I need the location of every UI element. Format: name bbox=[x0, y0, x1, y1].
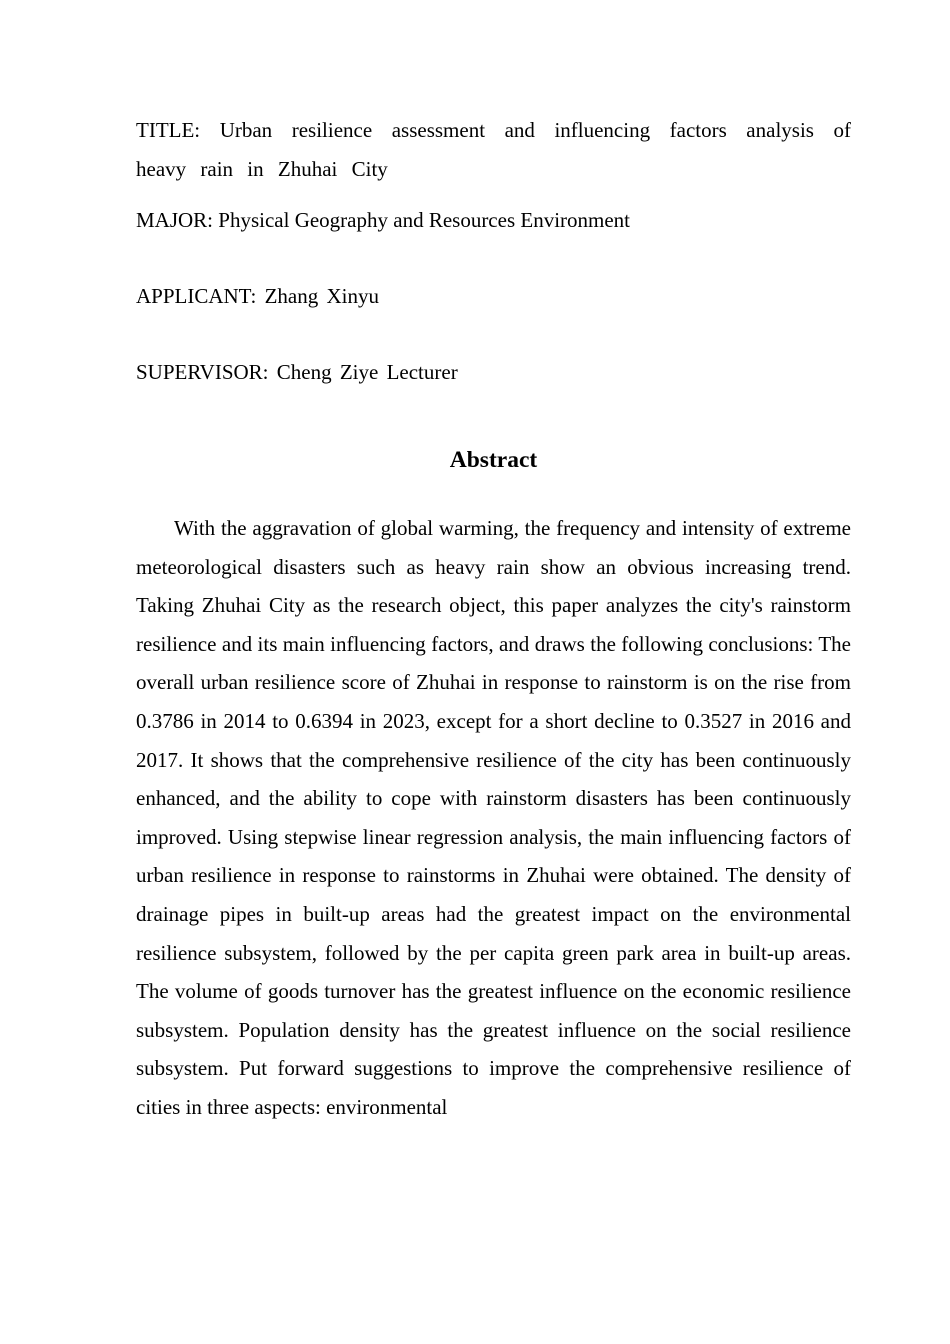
major-line bbox=[136, 201, 851, 240]
supervisor-line bbox=[136, 353, 851, 392]
thesis-title: Urban resilience assessment and influencing factors analysis of heavy rain in Zhuhai City bbox=[136, 118, 851, 181]
title-line bbox=[136, 111, 851, 188]
abstract-heading: Abstract bbox=[449, 447, 538, 473]
supervisor-value: Cheng Ziye Lecturer bbox=[276, 360, 458, 384]
abstract-body: With the aggravation of global warming, the frequency and intensity of extreme meteorological disasters such as heavy rain show an obvious increasing trend. Taking Zhuhai City as the research object, this paper analyzes the city's rainstorm resilience and its main influencing factors, and draws the following conclusions: The overall urban resilience score of Zhuhai in response to rainstorm is on the rise from 0.3786 in 2014 to 0.6394 in 2023, except for a short decline to 0.3527 in 2016 and 2017. It shows that the comprehensive resilience of the city has been continuously enhanced, and the ability to cope with rainstorm disasters has been continuously improved. Using stepwise linear regression analysis, the main influencing factors of urban resilience in response to rainstorms in Zhuhai were obtained. The density of drainage pipes in built-up areas had the greatest impact on the environmental resilience subsystem, followed by the per capita green park area in built-up areas. The volume of goods turnover has the greatest influence on the economic resilience subsystem. Population density has the greatest influence on the social resilience subsystem. Put forward suggestions to improve the comprehensive resilience of cities in three aspects: environmental bbox=[136, 516, 851, 1119]
supervisor-label: SUPERVISOR: bbox=[136, 360, 269, 384]
applicant-label: APPLICANT: bbox=[136, 283, 257, 308]
major-label: MAJOR: bbox=[136, 208, 214, 232]
title-label: TITLE: bbox=[136, 118, 201, 142]
thesis-page bbox=[136, 111, 851, 1119]
applicant-value: Zhang Xinyu bbox=[264, 283, 379, 308]
applicant-line bbox=[136, 277, 851, 316]
major-value: Physical Geography and Resources Environment bbox=[218, 208, 631, 232]
